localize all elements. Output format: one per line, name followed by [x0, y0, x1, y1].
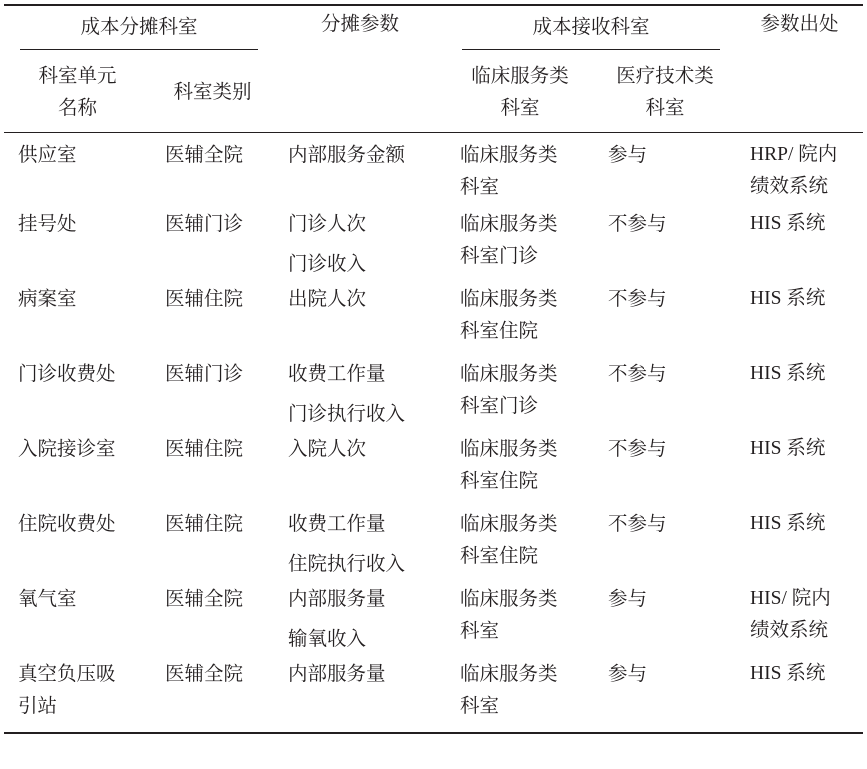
- table-row: [4, 208, 863, 283]
- cell-unit-name-text: 入院接诊室: [18, 436, 116, 460]
- cell-source: [736, 508, 863, 583]
- header-medtech-label: 医疗技术类 科室: [616, 64, 714, 119]
- cell-source-text: HIS 系统: [750, 362, 826, 384]
- param-item: 输氧收入: [288, 626, 367, 650]
- cell-clinical-text: 临床服务类 科室: [460, 143, 558, 198]
- cell-medtech-text: 不参与: [608, 361, 667, 385]
- cell-source-text: HIS 系统: [750, 662, 826, 684]
- cell-category: [151, 583, 274, 658]
- cell-clinical: [446, 508, 594, 583]
- cell-medtech-text: 参与: [608, 661, 648, 685]
- cell-category: [151, 283, 274, 358]
- cell-clinical: [446, 433, 594, 508]
- param-item: 内部服务量: [288, 661, 386, 685]
- cell-unit-name: [4, 433, 151, 508]
- cell-unit-name: [4, 583, 151, 658]
- cell-unit-name-text: 氧气室: [18, 586, 77, 610]
- header-group-source: [4, 5, 274, 52]
- cell-clinical: [446, 133, 594, 208]
- table-header: [4, 5, 863, 133]
- cell-medtech-text: 参与: [608, 143, 648, 166]
- table-row: [4, 358, 863, 433]
- cell-category: [151, 508, 274, 583]
- header-group-receive: [446, 5, 736, 52]
- param-item: 收费工作量: [288, 511, 386, 535]
- header-unit-name-label: 科室单元 名称: [38, 64, 117, 119]
- cell-medtech: [594, 433, 736, 508]
- header-param: [274, 5, 446, 133]
- header-group-source-label: 成本分摊科室: [20, 11, 258, 50]
- table-row: [4, 583, 863, 658]
- header-source-label: 参数出处: [760, 12, 839, 35]
- header-source: [736, 5, 863, 133]
- table-row: [4, 133, 863, 208]
- param-item: 门诊执行收入: [288, 401, 406, 425]
- cell-medtech: [594, 283, 736, 358]
- header-group-receive-label: 成本接收科室: [462, 11, 720, 50]
- cell-clinical-text: 临床服务类 科室: [460, 661, 558, 717]
- header-param-label: 分摊参数: [321, 12, 400, 35]
- cell-category-text: 医辅全院: [165, 586, 244, 610]
- cell-source-text: HRP/ 院内 绩效系统: [750, 144, 838, 197]
- cell-unit-name-text: 住院收费处: [18, 511, 116, 535]
- cell-medtech: [594, 508, 736, 583]
- cell-source: [736, 658, 863, 733]
- cell-clinical-text: 临床服务类 科室: [460, 586, 558, 642]
- cell-medtech: [594, 583, 736, 658]
- cost-allocation-table: [4, 4, 863, 734]
- cell-params: [274, 208, 446, 283]
- cell-unit-name: [4, 658, 151, 733]
- cell-category-text: 医辅全院: [165, 143, 244, 166]
- table-row: [4, 283, 863, 358]
- param-item: 内部服务金额: [288, 143, 406, 166]
- cell-source: [736, 358, 863, 433]
- cell-clinical: [446, 208, 594, 283]
- cell-params: [274, 583, 446, 658]
- cell-clinical: [446, 583, 594, 658]
- cell-category-text: 医辅住院: [165, 286, 244, 310]
- cell-unit-name-text: 病案室: [18, 286, 77, 310]
- cell-params: [274, 358, 446, 433]
- cell-params: [274, 433, 446, 508]
- cell-unit-name: [4, 358, 151, 433]
- cell-medtech: [594, 658, 736, 733]
- cell-category: [151, 433, 274, 508]
- cell-source: [736, 433, 863, 508]
- cell-clinical-text: 临床服务类 科室住院: [460, 436, 558, 492]
- cell-clinical-text: 临床服务类 科室门诊: [460, 211, 558, 267]
- cell-unit-name-text: 门诊收费处: [18, 361, 116, 385]
- cell-clinical-text: 临床服务类 科室门诊: [460, 361, 558, 417]
- cell-source-text: HIS 系统: [750, 512, 826, 534]
- cell-category: [151, 133, 274, 208]
- cell-category-text: 医辅住院: [165, 436, 244, 460]
- cell-source-text: HIS 系统: [750, 212, 826, 234]
- cell-medtech-text: 不参与: [608, 436, 667, 460]
- cell-unit-name-text: 挂号处: [18, 211, 77, 235]
- cell-params: [274, 283, 446, 358]
- cell-medtech-text: 不参与: [608, 511, 667, 535]
- cell-unit-name: [4, 208, 151, 283]
- cell-source-text: HIS/ 院内 绩效系统: [750, 587, 831, 641]
- cell-medtech-text: 参与: [608, 586, 648, 610]
- header-medtech: [594, 52, 736, 133]
- cell-clinical: [446, 358, 594, 433]
- cell-clinical: [446, 658, 594, 733]
- table-row: [4, 433, 863, 508]
- cell-category: [151, 358, 274, 433]
- cell-source: [736, 208, 863, 283]
- param-item: 收费工作量: [288, 361, 386, 385]
- cell-unit-name-text: 供应室: [18, 143, 77, 166]
- param-item: 门诊收入: [288, 251, 367, 275]
- cell-source: [736, 583, 863, 658]
- cell-params: [274, 508, 446, 583]
- table-body: [4, 133, 863, 733]
- cell-source: [736, 283, 863, 358]
- cell-medtech-text: 不参与: [608, 211, 667, 235]
- cell-category: [151, 208, 274, 283]
- cell-clinical: [446, 283, 594, 358]
- param-item: 内部服务量: [288, 586, 386, 610]
- cell-unit-name: [4, 508, 151, 583]
- cell-params: [274, 658, 446, 733]
- header-category: [151, 52, 274, 133]
- table-row: [4, 658, 863, 733]
- cell-category: [151, 658, 274, 733]
- cell-category-text: 医辅全院: [165, 661, 244, 685]
- table-row: [4, 508, 863, 583]
- cell-clinical-text: 临床服务类 科室住院: [460, 511, 558, 567]
- cell-source-text: HIS 系统: [750, 287, 826, 309]
- param-item: 门诊人次: [288, 211, 367, 235]
- header-clinical-label: 临床服务类 科室: [471, 64, 569, 119]
- header-unit-name: [4, 52, 151, 133]
- cell-unit-name: [4, 283, 151, 358]
- header-row-group: [4, 5, 863, 52]
- param-item: 住院执行收入: [288, 551, 406, 575]
- cell-medtech: [594, 208, 736, 283]
- cell-params: [274, 133, 446, 208]
- cell-category-text: 医辅门诊: [165, 211, 244, 235]
- header-clinical: [446, 52, 594, 133]
- cell-category-text: 医辅住院: [165, 511, 244, 535]
- cell-category-text: 医辅门诊: [165, 361, 244, 385]
- cell-medtech: [594, 133, 736, 208]
- header-category-label: 科室类别: [173, 80, 252, 103]
- cell-clinical-text: 临床服务类 科室住院: [460, 286, 558, 342]
- cell-unit-name: [4, 133, 151, 208]
- cell-source: [736, 133, 863, 208]
- param-item: 出院人次: [288, 286, 367, 310]
- cell-medtech-text: 不参与: [608, 286, 667, 310]
- cell-source-text: HIS 系统: [750, 437, 826, 459]
- cell-unit-name-text: 真空负压吸 引站: [18, 661, 116, 717]
- cell-medtech: [594, 358, 736, 433]
- param-item: 入院人次: [288, 436, 367, 460]
